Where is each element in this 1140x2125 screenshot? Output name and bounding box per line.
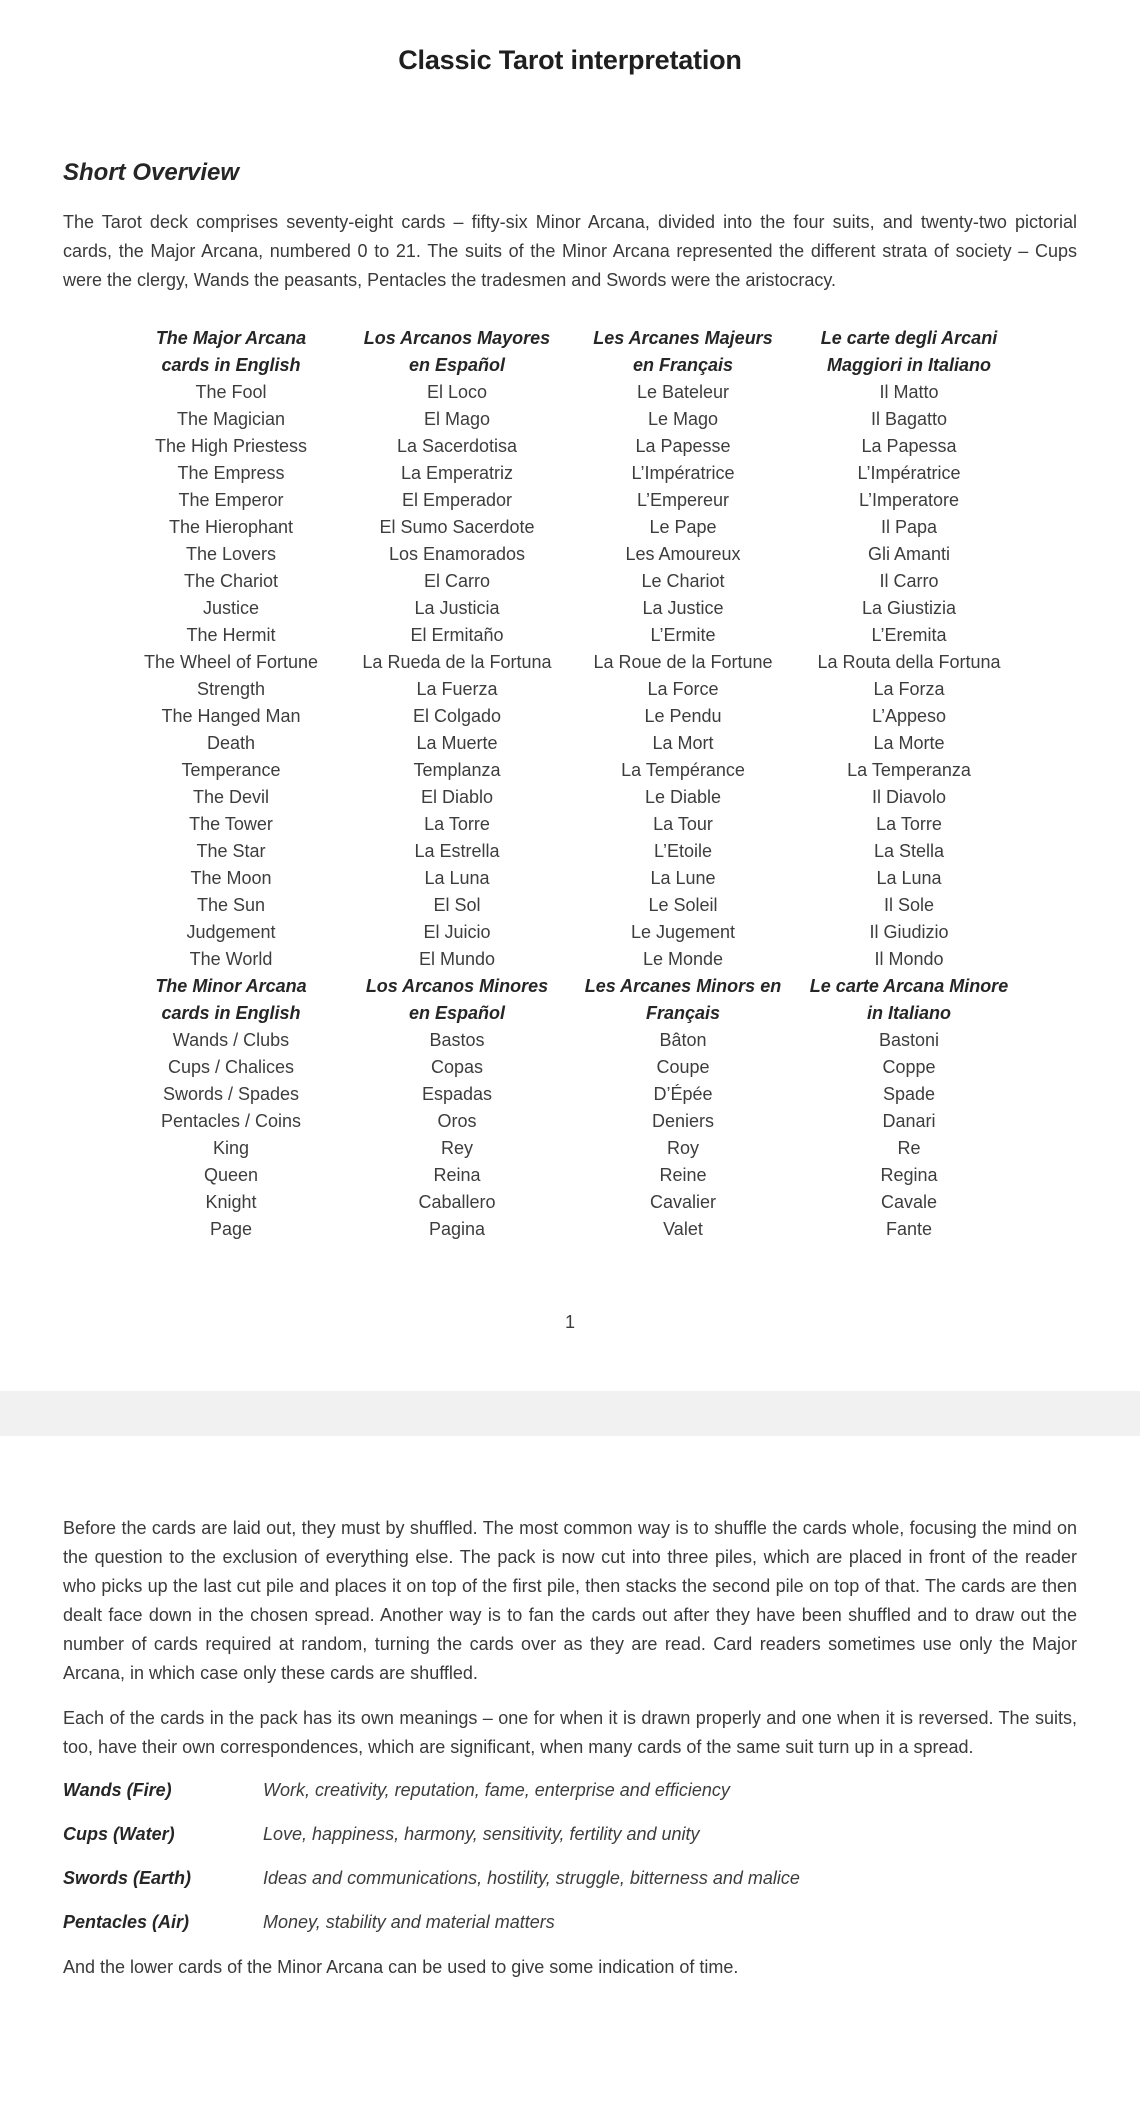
document-page-2 <box>0 1436 1140 1982</box>
table-header-line: cards in English <box>161 355 301 375</box>
table-cell: The Fool <box>195 382 267 402</box>
table-header-cell <box>796 325 1022 379</box>
table-cell: The World <box>189 949 273 969</box>
table-cell: Il Papa <box>880 517 938 537</box>
table-cell: La Luna <box>424 868 490 888</box>
table-cell: King <box>212 1138 250 1158</box>
table-header-line: cards in English <box>161 1003 301 1023</box>
table-cell: The Magician <box>176 409 286 429</box>
table-cell: Re <box>897 1138 921 1158</box>
table-cell: Le Monde <box>642 949 724 969</box>
table-cell: Templanza <box>413 760 501 780</box>
table-cell: L’Imperatore <box>858 490 960 510</box>
tarot-translation-table <box>118 325 1022 1243</box>
table-cell: La Forza <box>873 679 945 699</box>
table-header-line: Les Arcanes Majeurs <box>593 328 773 348</box>
table-cell: Valet <box>663 1219 703 1239</box>
table-cell: The Hermit <box>186 625 276 645</box>
table-cell: El Sumo Sacerdote <box>379 517 535 537</box>
table-cell: La Routa della Fortuna <box>817 652 1001 672</box>
table-cell: The Empress <box>177 463 285 483</box>
table-cell: Caballero <box>418 1192 496 1212</box>
table-cell: The Sun <box>196 895 266 915</box>
table-cell: Death <box>206 733 256 753</box>
table-cell: Roy <box>666 1138 699 1158</box>
table-cell: Los Enamorados <box>388 544 526 564</box>
suit-row <box>63 1865 1077 1892</box>
table-cell: The Moon <box>190 868 272 888</box>
table-cell: Pagina <box>428 1219 486 1239</box>
table-cell: Fante <box>885 1219 933 1239</box>
table-cell: Danari <box>882 1111 936 1131</box>
table-cell: Pentacles / Coins <box>160 1111 302 1131</box>
table-header-cell <box>118 973 344 1027</box>
table-cell: Wands / Clubs <box>172 1030 290 1050</box>
table-cell: Cavalier <box>649 1192 717 1212</box>
table-cell: The Devil <box>192 787 270 807</box>
table-cell: Il Matto <box>879 382 939 402</box>
table-header-line: en Français <box>632 355 734 375</box>
table-header-line: en Español <box>408 355 506 375</box>
table-cell: Le Chariot <box>641 571 725 591</box>
table-cell: Il Sole <box>883 895 935 915</box>
table-header-line: in Italiano <box>866 1003 951 1023</box>
table-header-cell <box>796 973 1022 1027</box>
table-cell: The Emperor <box>178 490 284 510</box>
table-cell: Strength <box>196 679 266 699</box>
table-cell: Bastoni <box>878 1030 940 1050</box>
table-cell: El Carro <box>423 571 490 591</box>
table-cell: Reine <box>659 1165 707 1185</box>
table-cell: La Lune <box>650 868 716 888</box>
table-cell: L’Impératrice <box>857 463 961 483</box>
table-cell: Le Bateleur <box>636 382 730 402</box>
table-cell: La Tour <box>653 814 713 834</box>
table-cell: El Juicio <box>423 922 491 942</box>
table-cell: Reina <box>433 1165 481 1185</box>
table-cell: La Estrella <box>414 841 500 861</box>
table-cell: Le Diable <box>644 787 722 807</box>
table-cell: Judgement <box>186 922 276 942</box>
table-cell: La Justicia <box>414 598 500 618</box>
document-title: Classic Tarot interpretation <box>398 45 742 75</box>
table-cell: La Giustizia <box>861 598 957 618</box>
table-cell: Rey <box>440 1138 473 1158</box>
table-cell: La Justice <box>642 598 724 618</box>
table-cell: The Wheel of Fortune <box>143 652 319 672</box>
table-header-line: Maggiori in Italiano <box>826 355 991 375</box>
table-cell: The Chariot <box>183 571 279 591</box>
table-header-cell <box>344 325 570 379</box>
table-cell: El Diablo <box>420 787 494 807</box>
suit-correspondence-list <box>63 1777 1077 1936</box>
table-cell: Copas <box>430 1057 484 1077</box>
table-cell: L’Empereur <box>636 490 730 510</box>
table-cell: La Torre <box>424 814 490 834</box>
table-header-cell <box>118 325 344 379</box>
table-cell: Les Amoureux <box>625 544 741 564</box>
table-cell: L’Etoile <box>653 841 713 861</box>
table-cell: Le Soleil <box>648 895 718 915</box>
table-cell: La Morte <box>873 733 945 753</box>
table-cell: Coppe <box>882 1057 936 1077</box>
table-header-cell <box>344 973 570 1027</box>
table-cell: La Rueda de la Fortuna <box>362 652 552 672</box>
table-cell: La Force <box>647 679 719 699</box>
section-heading-short-overview: Short Overview <box>63 159 240 186</box>
table-cell: Il Mondo <box>874 949 944 969</box>
table-cell: Le Pape <box>649 517 717 537</box>
table-cell: El Mundo <box>418 949 496 969</box>
table-cell: Spade <box>882 1084 936 1104</box>
suit-label: Cups (Water) <box>63 1824 175 1844</box>
meanings-paragraph: Each of the cards in the pack has its own meanings – one for when it is drawn properly and one when it is reversed. The suits, too, have their own correspondences, which are significant, when many cards of the same suit turn up in a spread. <box>63 1708 1077 1757</box>
table-cell: La Papessa <box>861 436 957 456</box>
table-cell: Regina <box>880 1165 938 1185</box>
table-cell: Cups / Chalices <box>167 1057 295 1077</box>
table-cell: Bâton <box>659 1030 707 1050</box>
table-cell: El Sol <box>433 895 481 915</box>
table-header-line: Les Arcanes Minors en <box>584 976 782 996</box>
table-cell: Il Bagatto <box>870 409 948 429</box>
table-header-line: The Minor Arcana <box>155 976 307 996</box>
table-cell: La Torre <box>876 814 942 834</box>
table-cell: Swords / Spades <box>162 1084 300 1104</box>
table-cell: L’Impératrice <box>631 463 735 483</box>
table-cell: L’Eremita <box>871 625 947 645</box>
table-cell: Gli Amanti <box>867 544 951 564</box>
table-header-line: The Major Arcana <box>155 328 307 348</box>
table-cell: Il Diavolo <box>871 787 947 807</box>
suit-label: Swords (Earth) <box>63 1868 192 1888</box>
table-header-cell <box>570 325 796 379</box>
table-cell: D’Épée <box>653 1084 713 1104</box>
table-header-line: Le carte Arcana Minore <box>809 976 1009 996</box>
table-cell: Deniers <box>651 1111 715 1131</box>
table-cell: El Colgado <box>412 706 502 726</box>
table-cell: The Tower <box>189 814 273 834</box>
table-cell: La Roue de la Fortune <box>593 652 773 672</box>
table-header-line: Le carte degli Arcani <box>820 328 998 348</box>
table-cell: La Muerte <box>416 733 498 753</box>
table-cell: La Fuerza <box>416 679 498 699</box>
table-cell: La Emperatriz <box>400 463 514 483</box>
table-cell: La Luna <box>876 868 942 888</box>
suit-meaning: Work, creativity, reputation, fame, enterprise and efficiency <box>263 1780 730 1800</box>
table-cell: Temperance <box>181 760 281 780</box>
table-cell: The High Priestess <box>154 436 308 456</box>
table-cell: Cavale <box>880 1192 938 1212</box>
suit-row <box>63 1909 1077 1936</box>
table-cell: Queen <box>203 1165 259 1185</box>
shuffling-paragraph: Before the cards are laid out, they must by shuffled. The most common way is to shuffle the cards whole, focusing the mind on the question to the exclusion of everything else. The pack is now cut into three piles, which are placed in front of the reader who picks up the last cut pile and places it on top of the first pile, then stacks the second pile on top of that. The cards are then dealt face down in the chosen spread. Another way is to fan the cards out after they have been shuffled and to draw out the number of cards required at random, turning the cards over as they are read. Card readers sometimes use only the Major Arcana, in which case only these cards are shuffled. <box>63 1518 1077 1683</box>
suit-meaning: Love, happiness, harmony, sensitivity, fertility and unity <box>263 1824 700 1844</box>
table-cell: Coupe <box>656 1057 710 1077</box>
page-number: 1 <box>564 1312 575 1332</box>
table-header-line: en Español <box>408 1003 506 1023</box>
table-cell: Page <box>209 1219 253 1239</box>
suit-row <box>63 1821 1077 1848</box>
suit-label: Pentacles (Air) <box>63 1912 190 1932</box>
table-cell: La Papesse <box>635 436 731 456</box>
table-cell: Il Giudizio <box>869 922 949 942</box>
table-cell: The Hierophant <box>168 517 294 537</box>
suit-row <box>63 1777 1077 1804</box>
table-header-line: Français <box>645 1003 721 1023</box>
table-cell: L’Appeso <box>871 706 947 726</box>
table-cell: La Temperanza <box>847 760 971 780</box>
table-cell: Oros <box>437 1111 477 1131</box>
table-cell: The Star <box>196 841 266 861</box>
suit-meaning: Ideas and communications, hostility, struggle, bitterness and malice <box>263 1868 800 1888</box>
table-cell: El Mago <box>423 409 491 429</box>
table-cell: El Ermitaño <box>410 625 504 645</box>
table-cell: Le Mago <box>647 409 719 429</box>
table-cell: Espadas <box>421 1084 493 1104</box>
overview-paragraph: The Tarot deck comprises seventy-eight cards – fifty-six Minor Arcana, divided into the four suits, and twenty-two pictorial cards, the Major Arcana, numbered 0 to 21. The suits of the Minor Arcana represented the different strata of society – Cups were the clergy, Wands the peasants, Pentacles the tradesmen and Swords were the aristocracy. <box>63 212 1077 290</box>
page-break-band <box>0 1391 1140 1436</box>
table-cell: Knight <box>205 1192 257 1212</box>
table-cell: La Tempérance <box>621 760 745 780</box>
closing-line: And the lower cards of the Minor Arcana can be used to give some indication of time. <box>63 1957 739 1977</box>
table-cell: Bastos <box>429 1030 485 1050</box>
suit-label: Wands (Fire) <box>63 1780 172 1800</box>
table-header-line: Los Arcanos Minores <box>365 976 549 996</box>
table-cell: The Hanged Man <box>161 706 301 726</box>
table-header-line: Los Arcanos Mayores <box>363 328 551 348</box>
table-cell: La Stella <box>873 841 945 861</box>
table-header-cell <box>570 973 796 1027</box>
table-cell: El Emperador <box>401 490 513 510</box>
table-cell: Il Carro <box>879 571 939 591</box>
table-cell: L’Ermite <box>650 625 716 645</box>
table-cell: La Sacerdotisa <box>396 436 518 456</box>
table-cell: Le Jugement <box>630 922 736 942</box>
table-cell: Le Pendu <box>644 706 722 726</box>
table-cell: The Lovers <box>185 544 277 564</box>
suit-meaning: Money, stability and material matters <box>263 1912 555 1932</box>
table-cell: La Mort <box>652 733 714 753</box>
table-cell: El Loco <box>426 382 488 402</box>
table-cell: Justice <box>202 598 260 618</box>
